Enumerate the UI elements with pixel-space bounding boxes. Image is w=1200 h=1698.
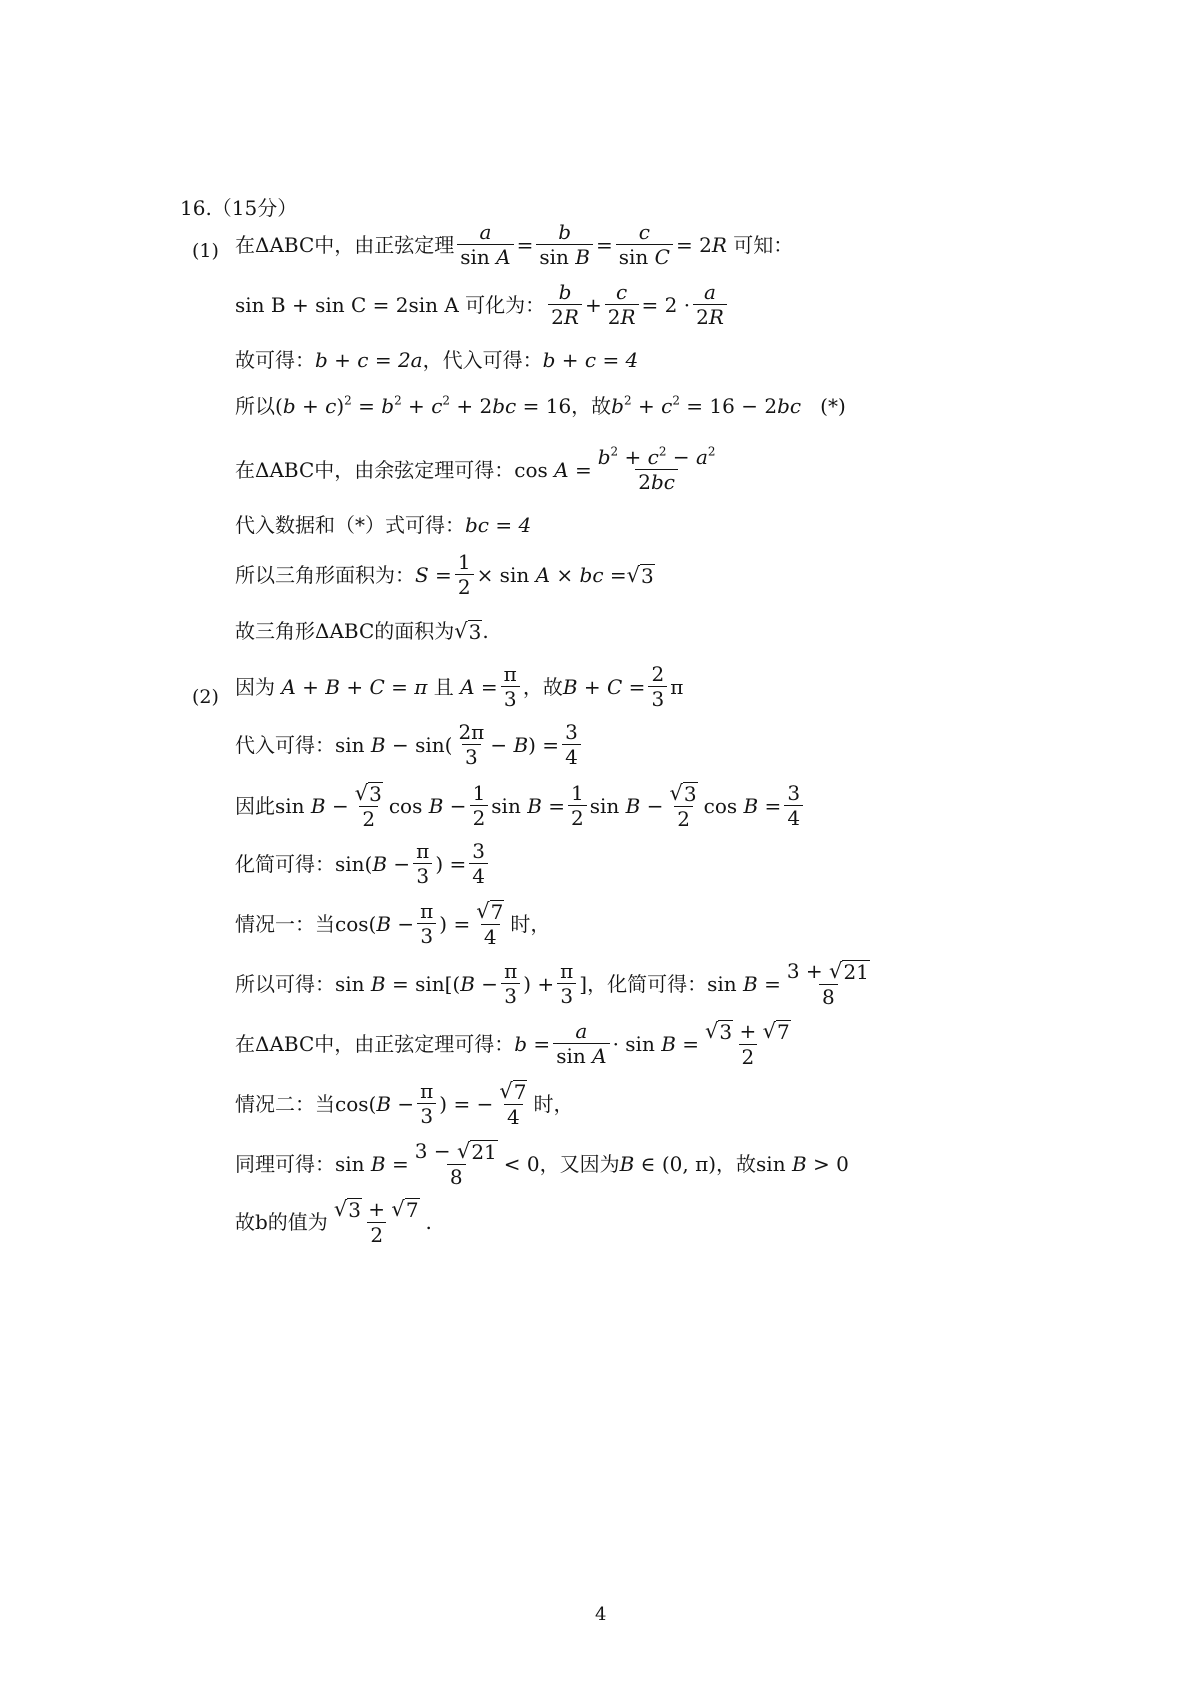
sine-law-fraction-a: $\frac{a}{\text{sin A}}$ bbox=[457, 222, 513, 267]
part1-line6 bbox=[235, 515, 531, 535]
part1-line3-text: 故可得： bbox=[235, 348, 315, 372]
part1-line6-text: 代入数据和（*）式可得： bbox=[235, 513, 465, 537]
part1-line3-text2: ，代入可得： bbox=[422, 348, 543, 372]
part1-line6-expr: bc = 4 bbox=[465, 513, 532, 537]
part1-line7: 所以三角形面积为： S = $\frac{1}{2}$ × sin A × bc = √ 3 bbox=[235, 550, 654, 599]
part2-line2: 代入可得： sin B − sin( $\frac{2\pi}{3}$ − B) = $\frac{3}{4}$ bbox=[235, 722, 584, 767]
part2-line6: 所以可得： sin B = sin[(B − $\frac{\pi}{3}$ ) + $\frac{\pi}{3}$ ] ，化简可得： sin B = 3 + √ 21 8 bbox=[235, 959, 869, 1009]
sine-law-fraction-c: $\frac{c}{\text{sin C}}$ bbox=[616, 222, 673, 267]
part1-line1: 在ΔABC中，由正弦定理 $\frac{a}{\text{sin A}}$ = $\frac{b}{\text{sin B}}$ = $\frac{c}{\text{sin C}}$ = 2R 可知： bbox=[235, 220, 794, 269]
part1-line1-text: 在ΔABC中，由正弦定理 bbox=[235, 232, 455, 257]
part1-line1-tail: 可知： bbox=[733, 232, 794, 257]
part1-line2-text: 可化为： bbox=[465, 292, 546, 317]
sine-law-fraction-b: $\frac{b}{\text{sin B}}$ bbox=[536, 222, 593, 267]
part2-line7: 在ΔABC中，由正弦定理可得： b = $\frac{a}{\text{sin A}}$ · sin B = √ 3 + √ 7 2 bbox=[235, 1019, 790, 1069]
page-number: 4 bbox=[595, 1604, 607, 1625]
part1-line7-text: 所以三角形面积为： bbox=[235, 562, 415, 587]
part1-line4-text2: ，故 bbox=[571, 394, 612, 418]
part2-line4: 化简可得： sin(B − $\frac{\pi}{3}$ ) = $\frac{3}{4}$ bbox=[235, 841, 491, 886]
part1-line3 bbox=[235, 350, 638, 370]
question-title: 16.（15分） bbox=[180, 196, 298, 220]
part1-line4-text: 所以 bbox=[235, 394, 275, 418]
cosine-law-fraction: $\frac{b^2 + c^2 - a^2}{2bc}$ bbox=[597, 444, 716, 494]
part2-line3: 因此 sin B − √ 3 2 cos B − $\frac{1}{2}$ sin B = $\frac{1}{2}$ sin B − √ 3 2 cos B = $\frac{3}{4}$ bbox=[235, 782, 806, 829]
part1-line2-expr: sin B + sin C = 2sin A bbox=[235, 292, 459, 317]
part1-line3-expr2: b + c = 4 bbox=[542, 348, 639, 372]
part2-line8: 情况二：当 cos(B − $\frac{\pi}{3}$ ) = − √ 7 4 时， bbox=[235, 1079, 574, 1129]
part1-line3-expr1: b + c = 2a bbox=[315, 348, 423, 372]
part1-line5: 在ΔABC中，由余弦定理可得： cos A = $\frac{b^2 + c^2 - a^2}{2bc}$ bbox=[235, 447, 722, 492]
part2-label: (2) bbox=[192, 686, 219, 708]
part1-line5-text: 在ΔABC中，由余弦定理可得： bbox=[235, 457, 515, 482]
part1-line2: sin B + sin C = 2sin A 可化为： $\frac{b}{2R}$ + $\frac{c}{2R}$ = 2 · $\frac{a}{2R}$ bbox=[235, 282, 730, 327]
part2-line1: 因为 A + B + C = π 且 A = $\frac{\pi}{3}$ ，故 B + C = $\frac{2}{3}$ π bbox=[235, 662, 684, 711]
part1-line8-text: 故三角形ΔABC的面积为 bbox=[235, 619, 455, 643]
part1-label: (1) bbox=[192, 240, 219, 262]
part1-line4: 所以 $(b + c)^2 = b^2 + c^2 + 2bc = 16$ ，故 $b^2 + c^2 = 16 - 2bc$ (*) bbox=[235, 393, 846, 418]
part2-line5: 情况一：当 cos(B − $\frac{\pi}{3}$ ) = √ 7 4 时， bbox=[235, 899, 551, 949]
part2-line10: 故b的值为 √ 3 + √ 7 2 . bbox=[235, 1197, 432, 1247]
part1-line8: 故三角形ΔABC的面积为 √ 3 . bbox=[235, 619, 489, 644]
part1-line4-mark: (*) bbox=[820, 394, 846, 418]
part2-line9: 同理可得： sin B = 3 − √ 21 8 < 0 ，又因为 B ∈ (0, π) ，故 sin B > 0 bbox=[235, 1139, 849, 1189]
